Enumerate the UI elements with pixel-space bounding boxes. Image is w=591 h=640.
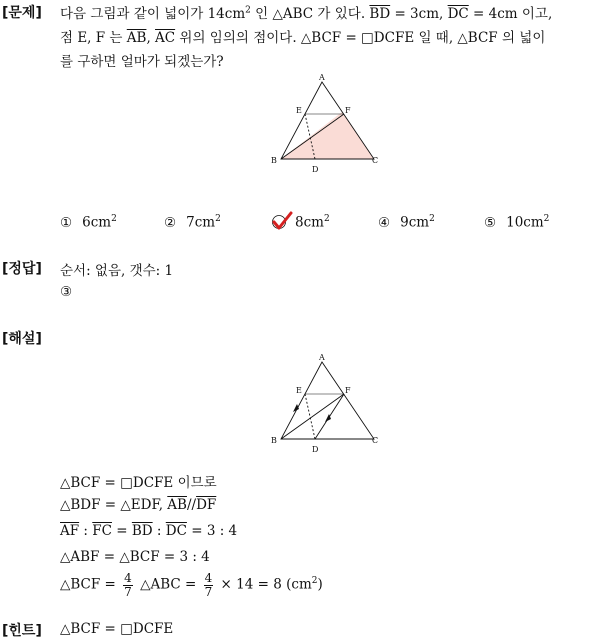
superscript: 2 [215,214,221,224]
choice-3-text: 8cm [295,214,324,231]
problem-text: 위의 임의의 점이다. △BCF = □DCFE 일 때, △BCF 의 넓이 [175,30,546,46]
superscript: 2 [245,5,251,16]
solution-text: // [186,497,197,513]
fraction [204,572,214,599]
segment-bd: $\overline{BD}$ [369,6,391,22]
solution-text: × 14 = 8 (cm [216,576,312,593]
point-d-label: D [312,165,319,174]
problem-text: , [146,30,156,46]
segment-af: $\overline{AF}$ [60,523,80,539]
segment-bd: $\overline{BD}$ [131,523,153,539]
solution-text: = [111,523,132,539]
correct-check-icon [271,211,293,231]
solution-text: : [152,523,166,539]
choice-2-mark: ② [164,214,177,231]
solution-line-1: △BCF = □DCFE 이므로 [60,475,217,491]
segment-ac: $\overline{AC}$ [155,30,176,46]
problem-label: [문제] [2,5,42,21]
point-a-label: A [319,353,325,362]
choice-4[interactable] [378,214,435,231]
choice-2[interactable] [164,214,221,231]
answer-line-2: ③ [60,284,73,300]
choice-1-text: 6cm [82,214,112,231]
problem-text: = 3cm, [390,6,448,22]
solution-text: = 3 : 4 [186,523,238,539]
point-c-label: C [372,156,379,165]
problem-line-3: 를 구하면 얼마가 되겠는가? [60,54,224,70]
solution-text: △ABC = [135,576,201,593]
solution-text: ) [317,576,323,593]
triangle-abc [281,362,374,439]
denominator: 7 [204,584,213,599]
answer-line-1: 순서: 없음, 갯수: 1 [60,263,174,279]
segment-df: $\overline{DF}$ [196,497,217,513]
segment-ab: $\overline{AB}$ [167,497,187,513]
denominator: 7 [124,584,132,599]
segment-dc: $\overline{DC}$ [165,523,187,539]
choice-1[interactable] [60,214,117,231]
point-c-label: C [372,436,379,445]
point-a-label: A [319,73,325,82]
solution-text: : [79,523,93,539]
point-f-label: F [345,386,351,395]
solution-text: △BDF = △EDF, [60,497,168,513]
solution-text: △BCF = [60,576,121,593]
problem-text: 점 E, F 는 [60,30,127,46]
explanation-figure [266,352,386,456]
superscript: 2 [543,214,550,224]
point-e-label: E [296,106,302,115]
choice-5[interactable] [484,214,549,231]
solution-line-3 [60,523,237,539]
shaded-triangle-bcf [281,112,374,159]
segment-ab: $\overline{AB}$ [126,30,147,46]
hint-label: [힌트] [2,623,42,639]
choice-4-text: 9cm [400,214,430,231]
superscript: 2 [323,214,330,224]
choice-1-mark: ① [60,214,73,231]
segment-fc: $\overline{FC}$ [92,523,112,539]
choice-2-text: 7cm [186,214,216,231]
point-e-label: E [296,386,302,395]
choice-3[interactable] [295,214,330,231]
point-b-label: B [271,436,277,445]
segment-ed [305,394,315,439]
problem-line-2 [60,26,545,46]
solution-line-2 [60,497,216,513]
choice-5-text: 10cm [506,214,544,231]
fraction [123,572,133,599]
numerator: 4 [204,570,213,585]
point-b-label: B [271,156,277,165]
point-f-label: F [345,106,351,115]
choice-4-mark: ④ [378,214,391,231]
point-d-label: D [312,445,319,454]
superscript: 2 [429,214,435,224]
superscript: 2 [311,576,318,586]
solution-line-5 [60,568,323,599]
answer-label: [정답] [2,261,42,277]
choice-5-mark: ⑤ [484,214,497,231]
hint-text: △BCF = □DCFE [60,621,174,637]
problem-text: = 4cm 이고, [468,6,553,22]
numerator: 4 [124,570,132,585]
problem-figure [266,72,386,176]
explanation-label: [해설] [2,331,42,347]
superscript: 2 [111,214,117,224]
problem-text: 인 △ABC 가 있다. [250,6,370,22]
segment-bf [281,394,344,439]
segment-dc: $\overline{DC}$ [447,6,469,22]
solution-line-4: △ABF = △BCF = 3 : 4 [60,549,210,565]
problem-line-1 [60,2,552,22]
problem-text: 다음 그림과 같이 넓이가 14cm [60,6,246,22]
